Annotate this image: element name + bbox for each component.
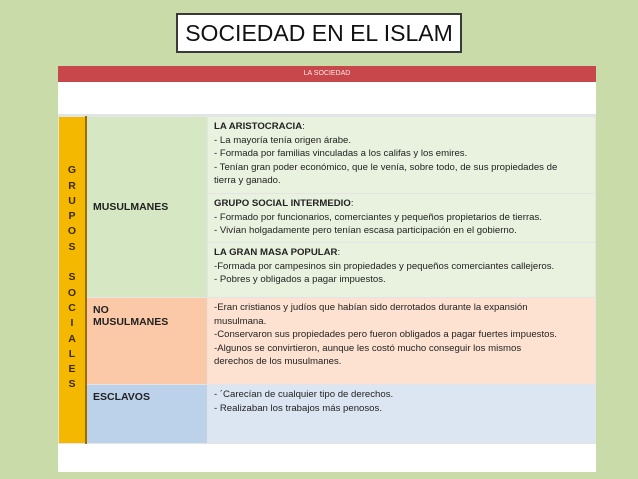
group-label-musulmanes [86,117,208,298]
side-label-letter: S [68,240,76,253]
group-label-no-musulmanes [86,298,208,385]
side-label-letter: G [67,164,77,177]
group-label-esclavos [86,385,208,444]
side-label-letters [59,163,85,392]
subgroup-masa-popular [208,243,596,298]
side-label-letter: R [68,179,76,192]
side-label-letter: L [68,347,76,360]
subgroup-title-suffix: : [337,247,341,258]
description-line: -Eran cristianos y judíos que habían sido derrotados durante la expansión [214,302,528,313]
side-label-letter: U [68,194,76,207]
subgroup-title: GRUPO SOCIAL INTERMEDIO [214,198,351,209]
slide-title: SOCIEDAD EN EL ISLAM [176,13,462,53]
description-line: -Algunos se convirtieron, aunque les costó mucho conseguir los mismos [214,342,522,354]
description-line: - Realizaban los trabajos más penosos. [214,402,382,414]
description-line: musulmana. [214,315,267,327]
side-label-grupos-sociales [59,117,87,444]
table-row [59,298,596,385]
subgroup-aristocracia [208,117,596,194]
society-table-card [58,66,596,472]
side-label-letter: E [68,363,76,376]
group-label-text: NO [93,304,109,316]
side-label-letter: O [67,225,77,238]
side-label-letter: C [68,301,76,314]
side-label-letter: P [68,210,76,223]
group-label-text: MUSULMANES [93,201,169,213]
description-line: - Formada por familias vinculadas a los califas y los emires. [214,148,468,160]
description-line: - Tenían gran poder económico, que le venía, sobre todo, de sus propiedades de [214,161,558,173]
subgroup-title: LA ARISTOCRACIA [214,121,303,132]
description-line: tierra y ganado. [214,175,281,187]
group-description-no-musulmanes [208,298,596,385]
description-line: - Pobres y obligados a pagar impuestos. [214,274,386,286]
description-line: derechos de los musulmanes. [214,356,342,368]
subgroup-intermedio [208,194,596,243]
side-label-letter: S [68,271,76,284]
group-label-text: ESCLAVOS [93,391,150,403]
table-row [59,385,596,444]
description-line: - La mayoría tenía origen árabe. [214,134,352,146]
side-label-letter: S [68,378,76,391]
subgroup-title: LA GRAN MASA POPULAR [214,247,338,258]
table-row [59,117,596,194]
description-line: - Formado por funcionarios, comerciantes y pequeños propietarios de tierras. [214,211,542,223]
group-label-text: MUSULMANES [93,316,169,328]
description-line: - Vivían holgadamente pero tenían escasa participación en el gobierno. [214,225,517,237]
table-spacer [58,82,596,116]
description-line: -Formada por campesinos sin propiedades y pequeños comerciantes callejeros. [214,260,555,272]
side-label-letter: A [68,332,76,345]
side-label-letter: O [67,286,77,299]
side-label-letter: I [70,317,74,330]
table-header: LA SOCIEDAD [58,66,596,82]
description-line: - ´Carecían de cualquier tipo de derechos. [214,389,394,400]
society-table [58,116,596,444]
description-line: -Conservaron sus propiedades pero fueron obligados a pagar fuertes impuestos. [214,329,557,341]
subgroup-title-suffix: : [350,198,354,209]
group-description-esclavos [208,385,596,444]
subgroup-title-suffix: : [302,121,305,132]
